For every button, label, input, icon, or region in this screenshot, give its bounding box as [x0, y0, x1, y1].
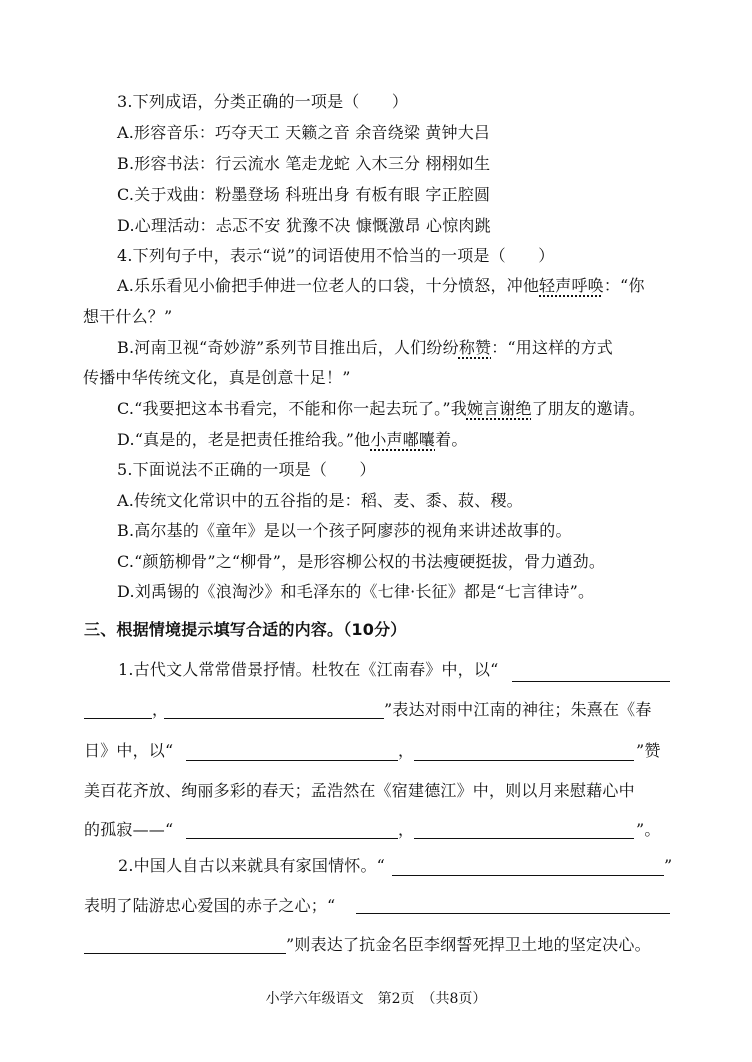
- s3-q1-line2-text: ”表达对雨中江南的神往；朱熹在《春: [384, 700, 652, 719]
- q4-option-c: C.“我要把这本书看完，不能和你一起去玩了。”我婉言谢绝了朋友的邀请。: [117, 399, 646, 418]
- s3-q2-line3: ”则表达了抗金名臣李纲誓死捍卫土地的坚定决心。: [286, 935, 651, 954]
- q4-stem: 4.下列句子中，表示“说”的词语使用不恰当的一项是（ ）: [117, 246, 555, 265]
- q4-option-b-line1: B.河南卫视“奇妙游”系列节目推出后，人们纷纷称赞：“用这样的方式: [117, 338, 613, 357]
- quote-close: ”: [664, 856, 673, 875]
- q5-stem: 5.下面说法不正确的一项是（ ）: [117, 460, 376, 479]
- s3-q2-line1: 2.中国人自古以来就具有家国情怀。“: [118, 856, 386, 875]
- q3-option-a: A.形容音乐：巧夺天工 天籁之音 余音绕梁 黄钟大吕: [117, 123, 491, 142]
- q5-option-b: B.高尔基的《童年》是以一个孩子阿廖莎的视角来讲述故事的。: [117, 521, 572, 540]
- blank-line[interactable]: [414, 759, 634, 761]
- blank-line[interactable]: [392, 874, 664, 876]
- emphasis-word: 婉言谢绝: [466, 399, 532, 418]
- q5-option-a: A.传统文化常识中的五谷指的是：稻、麦、黍、菽、稷。: [117, 491, 523, 510]
- q3-stem: 3.下列成语，分类正确的一项是（ ）: [117, 92, 409, 111]
- q4-option-a-line1: A.乐乐看见小偷把手伸进一位老人的口袋，十分愤怒，冲他轻声呼唤：“你: [117, 276, 645, 295]
- blank-line[interactable]: [414, 837, 634, 839]
- blank-line[interactable]: [186, 837, 398, 839]
- blank-line[interactable]: [512, 680, 670, 682]
- comma: ，: [152, 700, 169, 719]
- section-title: 三、根据情境提示填写合适的内容。（10分）: [84, 620, 407, 639]
- blank-line[interactable]: [84, 952, 286, 954]
- blank-line[interactable]: [356, 912, 670, 914]
- blank-line[interactable]: [84, 717, 152, 719]
- s3-q1-line3-text: 日》中，以“: [84, 741, 174, 760]
- s3-q1-line5-end: ”。: [636, 820, 661, 839]
- comma: ，: [398, 820, 415, 839]
- s3-q1-line4: 美百花齐放、绚丽多彩的春天；孟浩然在《宿建德江》中，则以月来慰藉心中: [84, 781, 635, 800]
- q5-option-d: D.刘禹锡的《浪淘沙》和毛泽东的《七律·长征》都是“七言律诗”。: [117, 582, 595, 601]
- q4-option-a-line2: 想干什么？”: [83, 307, 173, 326]
- emphasis-word: 称赞: [458, 338, 492, 357]
- q3-option-d: D.心理活动：忐忑不安 犹豫不决 慷慨激昂 心惊肉跳: [117, 216, 491, 235]
- s3-q1-line1: 1.古代文人常常借景抒情。杜牧在《江南春》中，以“: [118, 660, 499, 679]
- emphasis-word: 小声嘟囔: [370, 430, 436, 449]
- q4-option-d: D.“真是的，老是把责任推给我。”他小声嘟囔着。: [117, 430, 468, 449]
- s3-q1-line5-text: 的孤寂——“: [84, 820, 174, 839]
- emphasis-word: 轻声呼唤: [539, 276, 604, 295]
- q3-option-c: C.关于戏曲：粉墨登场 科班出身 有板有眼 字正腔圆: [117, 185, 491, 204]
- page-footer: 小学六年级语文 第2页 （共8页）: [265, 991, 487, 1007]
- q4-option-b-line2: 传播中华传统文化，真是创意十足！”: [83, 368, 351, 387]
- q5-option-c: C.“颜筋柳骨”之“柳骨”，是形容柳公权的书法瘦硬挺拔，骨力遒劲。: [117, 552, 606, 571]
- comma: ，: [398, 741, 415, 760]
- blank-line[interactable]: [186, 759, 398, 761]
- q3-option-b: B.形容书法：行云流水 笔走龙蛇 入木三分 栩栩如生: [117, 154, 491, 173]
- s3-q1-line3-end: ”赞: [636, 741, 661, 760]
- blank-line[interactable]: [164, 717, 384, 719]
- s3-q2-line2: 表明了陆游忠心爱国的赤子之心；“: [84, 896, 336, 915]
